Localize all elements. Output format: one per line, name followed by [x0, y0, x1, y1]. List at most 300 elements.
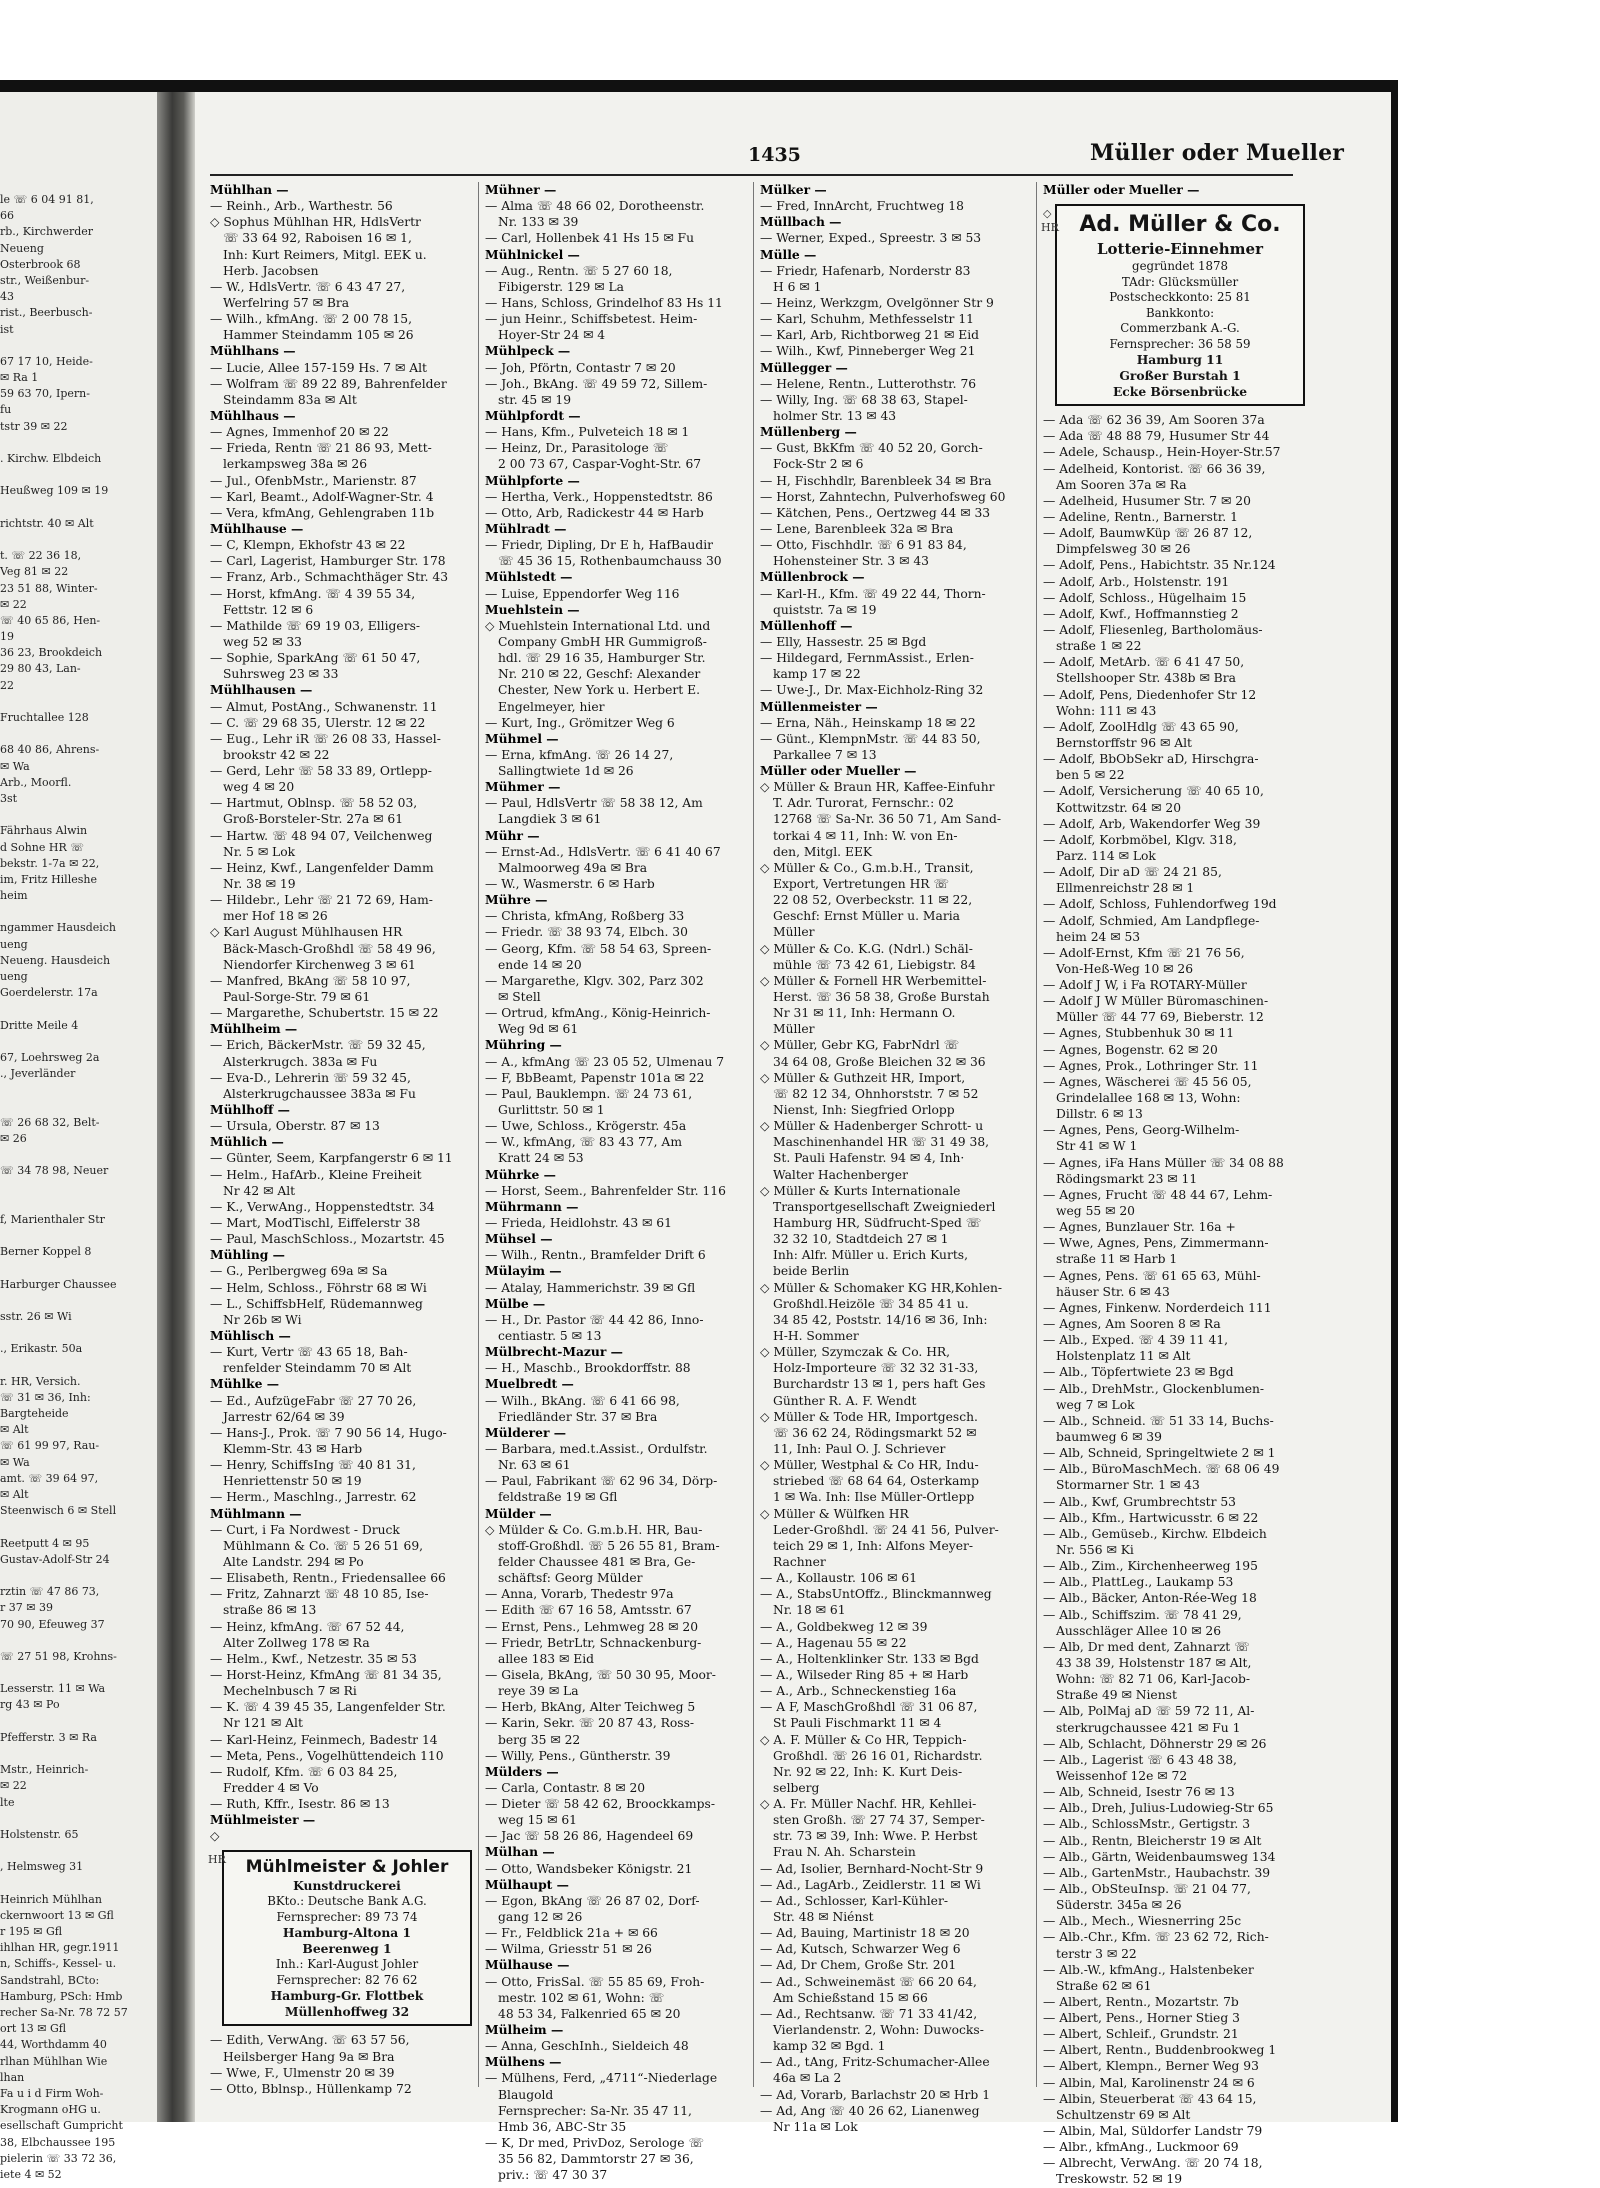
- directory-entry-line: — Kätchen, Pens., Oertzweg 44 ✉ 33: [760, 505, 991, 520]
- directory-entry-line: — Friedr, Dipling, Dr E h, HafBaudir: [485, 538, 714, 553]
- directory-entry-line: ◇: [210, 1829, 220, 1844]
- advertisement-line: Hamburg 11: [1136, 352, 1224, 368]
- directory-entry-line: — Joh., BkAng. ☏ 49 59 72, Sillem-: [485, 376, 708, 391]
- left-fragment-line: [0, 1001, 156, 1017]
- directory-entry-line: — Luise, Eppendorfer Weg 116: [485, 586, 680, 601]
- directory-entry-line: Dillstr. 6 ✉ 13: [1056, 1107, 1143, 1122]
- directory-entry-line: — H., Maschb., Brookdorffstr. 88: [485, 1361, 691, 1376]
- directory-entry-line: Wohn: ☏ 82 71 06, Karl-Jacob-: [1056, 1672, 1251, 1687]
- directory-entry-line: — Horst, Zahntechn, Pulverhofsweg 60: [760, 489, 1006, 504]
- directory-entry-line: — Karin, Sekr. ☏ 20 87 43, Ross-: [485, 1716, 695, 1731]
- left-fragment-line: 70 90, Efeuweg 37: [0, 1617, 105, 1631]
- surname-heading: Müllbach —: [760, 214, 842, 230]
- surname-heading: Müllenmeister —: [760, 698, 878, 714]
- left-fragment-line: [0, 1665, 156, 1681]
- directory-entry-line: — Wwe, Agnes, Pens, Zimmermann-: [1043, 1236, 1269, 1251]
- directory-entry-line: Großhdl. ☏ 26 16 01, Richardstr.: [773, 1748, 983, 1763]
- left-fragment-line: Berner Koppel 8: [0, 1245, 92, 1259]
- directory-entry-line: — Alb., Gärtn, Weidenbaumsweg 134: [1043, 1849, 1276, 1864]
- directory-entry-line: — Georg, Kfm. ☏ 58 54 63, Spreen-: [485, 941, 712, 956]
- directory-entry-line: torkai 4 ✉ 11, Inh: W. von En-: [773, 828, 958, 843]
- directory-entry-line: beide Berlin: [773, 1264, 850, 1279]
- directory-entry-line: — A., Kollaustr. 106 ✉ 61: [760, 1571, 918, 1586]
- directory-entry-line: — Agnes, Frucht ☏ 48 44 67, Lehm-: [1043, 1187, 1273, 1202]
- directory-entry-line: — Kurt, Vertr ☏ 43 65 18, Bah-: [210, 1345, 408, 1360]
- directory-entry-line: H-H. Sommer: [773, 1328, 859, 1343]
- left-fragment-line: t. ☏ 22 36 18,: [0, 549, 82, 563]
- directory-entry-line: Chester, New York u. Herbert E.: [498, 683, 701, 698]
- directory-entry-line: 48 53 34, Falkenried 65 ✉ 20: [498, 2006, 681, 2021]
- directory-entry-line: 32 32 10, Stadtdeich 27 ✉ 1: [773, 1232, 949, 1247]
- left-fragment-line: bekstr. 1-7a ✉ 22,: [0, 856, 100, 870]
- directory-entry-line: Blaugold: [498, 2087, 554, 2102]
- directory-entry-line: T. Adr. Turorat, Fernschr.: 02: [773, 796, 954, 811]
- column-divider: [478, 182, 479, 2087]
- directory-entry-line: Nr. 18 ✉ 61: [773, 1603, 846, 1618]
- directory-entry-line: — Adelheid, Husumer Str. 7 ✉ 20: [1043, 493, 1251, 508]
- directory-entry-line: 2 00 73 67, Caspar-Voght-Str. 67: [498, 457, 702, 472]
- directory-entry-line: — Adolf, ZoolHdlg ☏ 43 65 90,: [1043, 719, 1239, 734]
- directory-entry-line: Fredder 4 ✉ Vo: [223, 1780, 319, 1795]
- directory-entry-line: Ausschläger Allee 10 ✉ 26: [1056, 1623, 1222, 1638]
- directory-entry-line: Sallingtwiete 1d ✉ 26: [498, 764, 634, 779]
- directory-entry-line: weg 7 ✉ Lok: [1056, 1397, 1135, 1412]
- directory-entry-line: — Albert, Rentn., Buddenbrookweg 1: [1043, 2043, 1277, 2058]
- surname-heading: Mülker —: [760, 182, 827, 197]
- advertisement-line: gegründet 1878: [1132, 259, 1228, 274]
- left-fragment-line: ist: [0, 322, 14, 336]
- left-fragment-line: ckernwoort 13 ✉ Gfl: [0, 1908, 114, 1922]
- surname-heading: Mühlhausen —: [210, 682, 313, 698]
- directory-entry-line: — Hildegard, FernmAssist., Erlen-: [760, 651, 974, 666]
- directory-entry-line: Rachner: [773, 1554, 826, 1569]
- left-fragment-line: Arb., Moorfl.: [0, 775, 72, 789]
- left-fragment-line: le ☏ 6 04 91 81,: [0, 193, 94, 206]
- directory-entry-line: Hammer Steindamm 105 ✉ 26: [223, 328, 414, 343]
- left-fragment-line: ., Erikastr. 50a: [0, 1342, 83, 1356]
- left-fragment-line: [0, 435, 156, 451]
- left-fragment-line: rztin ☏ 47 86 73,: [0, 1585, 100, 1599]
- advertisement-line: BKto.: Deutsche Bank A.G.: [267, 1894, 427, 1909]
- column-1: [208, 182, 472, 2096]
- directory-entry-line: — Karl-H., Kfm. ☏ 49 22 44, Thorn-: [760, 586, 986, 601]
- directory-entry-line: Geschf: Ernst Müller u. Maria: [773, 909, 960, 924]
- directory-entry-line: ◇ Müller, Westphal & Co HR, Indu-: [760, 1458, 979, 1473]
- left-fragment-line: iete 4 ✉ 52: [0, 2167, 62, 2181]
- directory-entry-line: — Reinh., Arb., Warthestr. 56: [210, 199, 393, 214]
- directory-entry-line: — A., Arb., Schneckenstieg 16a: [760, 1684, 957, 1699]
- directory-entry-line: — Albin, Mal, Süldorfer Landstr 79: [1043, 2124, 1263, 2139]
- left-fragment-line: [0, 1746, 156, 1762]
- directory-entry-line: — Paul, MaschSchloss., Mozartstr. 45: [210, 1232, 445, 1247]
- directory-entry-line: — Günt., KlempnMstr. ☏ 44 83 50,: [760, 731, 981, 746]
- directory-entry-line: Straße 49 ✉ Nienst: [1056, 1688, 1177, 1703]
- directory-entry-line: selberg: [773, 1780, 820, 1795]
- directory-entry-line: — Alb, Schlacht, Döhnerstr 29 ✉ 26: [1043, 1736, 1267, 1751]
- directory-entry-line: Suhrsweg 23 ✉ 33: [223, 667, 339, 682]
- advertisement-line: Ecke Börsenbrücke: [1112, 384, 1248, 400]
- directory-entry-line: — Anna, GeschInh., Sieldeich 48: [485, 2039, 689, 2054]
- directory-entry-line: — Otto, FrisSal. ☏ 55 85 69, Froh-: [485, 1974, 705, 1989]
- left-fragment-line: 67 17 10, Heide-: [0, 354, 93, 368]
- directory-entry-line: priv.: ☏ 47 30 37: [498, 2168, 608, 2183]
- directory-entry-line: Süderstr. 345a ✉ 26: [1056, 1898, 1182, 1913]
- surname-heading: Mühlhan —: [210, 182, 289, 197]
- surname-heading: Mühlke —: [210, 1376, 280, 1392]
- left-fragment-line: 19: [0, 630, 14, 644]
- directory-entry-line: Herb. Jacobsen: [223, 263, 319, 278]
- directory-entry-line: — Rudolf, Kfm. ☏ 6 03 84 25,: [210, 1764, 398, 1779]
- directory-entry-line: — Erna, Näh., Heinskamp 18 ✉ 22: [760, 715, 976, 730]
- directory-entry-line: — Heinz, Werkzgm, Ovelgönner Str 9: [760, 295, 994, 310]
- surname-heading: Mülderer —: [485, 1424, 567, 1440]
- directory-entry-line: — Ad, Kutsch, Schwarzer Weg 6: [760, 1942, 961, 1957]
- left-fragment-line: richtstr. 40 ✉ Alt: [0, 516, 94, 530]
- directory-entry-line: Fettstr. 12 ✉ 6: [223, 602, 314, 617]
- surname-heading: Mülders —: [485, 1763, 559, 1779]
- directory-entry-line: Company GmbH HR Gummigroß-: [498, 634, 707, 649]
- left-fragment-line: 59 63 70, Ipern-: [0, 387, 90, 401]
- directory-entry-line: — A., Hagenau 55 ✉ 22: [760, 1635, 907, 1650]
- directory-entry-line: — Wilh., Kwf, Pinneberger Weg 21: [760, 344, 976, 359]
- directory-entry-line: ☏ 36 62 24, Rödingsmarkt 52 ✉: [773, 1425, 977, 1440]
- directory-entry-line: Werfelring 57 ✉ Bra: [223, 295, 350, 310]
- directory-entry-line: — Anna, Vorarb, Thedestr 97a: [485, 1587, 674, 1602]
- surname-heading: Muehlstein —: [485, 601, 580, 617]
- directory-entry-line: — Alb., Schiffszim. ☏ 78 41 29,: [1043, 1607, 1242, 1622]
- directory-entry-line: — Fritz, Zahnarzt ☏ 48 10 85, Ise-: [210, 1587, 429, 1602]
- directory-entry-line: — Horst, Seem., Bahrenfelder Str. 116: [485, 1183, 726, 1198]
- left-fragment-line: str., Weißenbur-: [0, 273, 90, 287]
- directory-entry-line: Kratt 24 ✉ 53: [498, 1151, 584, 1166]
- directory-entry-line: — Eug., Lehr iR ☏ 26 08 33, Hassel-: [210, 731, 441, 746]
- left-fragment-line: Veg 81 ✉ 22: [0, 565, 69, 579]
- directory-entry-line: — C. ☏ 29 68 35, Ulerstr. 12 ✉ 22: [210, 715, 426, 730]
- directory-entry-line: — Alb., Mech., Wiesnerring 25c: [1043, 1914, 1242, 1929]
- surname-heading: Mühlmann —: [210, 1505, 302, 1521]
- directory-entry-line: mer Hof 18 ✉ 26: [223, 909, 328, 924]
- surname-heading: Mühner —: [485, 182, 557, 197]
- directory-entry-line: — Ad., LagArb., Zeidlerstr. 11 ✉ Wi: [760, 1877, 981, 1892]
- directory-entry-line: — Kurt, Ing., Grömitzer Weg 6: [485, 715, 675, 730]
- surname-heading: Mülhens —: [485, 2054, 562, 2070]
- directory-entry-line: — Fr., Feldblick 21a + ✉ 66: [485, 1926, 658, 1941]
- directory-entry-line: Paul-Sorge-Str. 79 ✉ 61: [223, 990, 371, 1005]
- directory-entry-line: Nr. 63 ✉ 61: [498, 1458, 571, 1473]
- directory-entry-line: — Albert, Pens., Horner Stieg 3: [1043, 2011, 1240, 2026]
- column-4: [1041, 182, 1305, 2187]
- left-fragment-line: [0, 1147, 156, 1163]
- left-fragment-line: Dritte Meile 4: [0, 1018, 79, 1032]
- directory-entry-line: 22 08 52, Overbeckstr. 11 ✉ 22,: [773, 893, 973, 908]
- directory-entry-line: — Alma ☏ 48 66 02, Dorotheenstr.: [485, 199, 705, 214]
- left-fragment-line: [0, 1811, 156, 1827]
- directory-entry-line: — Horst-Heinz, KfmAng ☏ 81 34 35,: [210, 1667, 442, 1682]
- left-fragment-line: [0, 1179, 156, 1195]
- directory-entry-line: — Uwe, Schloss., Krögerstr. 45a: [485, 1119, 687, 1134]
- surname-heading: Mühlhoff —: [210, 1102, 290, 1118]
- directory-entry-line: — Adolf, MetArb. ☏ 6 41 47 50,: [1043, 655, 1245, 670]
- directory-entry-line: Dimpfelsweg 30 ✉ 26: [1056, 542, 1191, 557]
- directory-entry-line: — K. ☏ 4 39 45 35, Langenfelder Str.: [210, 1700, 446, 1715]
- surname-heading: Mühlhause —: [210, 520, 304, 536]
- left-fragment-line: ✉ 22: [0, 1779, 27, 1793]
- left-fragment-line: Harburger Chaussee: [0, 1277, 117, 1291]
- directory-entry-line: ◇ Müller & Schomaker KG HR,Kohlen-: [760, 1280, 1003, 1295]
- directory-entry-line: — Dieter ☏ 58 42 62, Broockkamps-: [485, 1797, 715, 1812]
- directory-entry-line: stoff-Großhdl. ☏ 5 26 55 81, Bram-: [498, 1538, 720, 1553]
- directory-entry-line: — Uwe-J., Dr. Max-Eichholz-Ring 32: [760, 683, 984, 698]
- directory-entry-line: ◇ Müller, Szymczak & Co. HR,: [760, 1345, 951, 1360]
- left-fragment-line: ✉ Wa: [0, 1455, 30, 1469]
- directory-entry-line: straße 86 ✉ 13: [223, 1603, 317, 1618]
- directory-entry-line: — Heinz, kfmAng. ☏ 67 52 44,: [210, 1619, 405, 1634]
- directory-entry-line: — Lene, Barenbleek 32a ✉ Bra: [760, 521, 954, 536]
- directory-entry-line: — H., Dr. Pastor ☏ 44 42 86, Inno-: [485, 1312, 704, 1327]
- directory-entry-line: — Ad, Ang ☏ 40 26 62, Lianenweg: [760, 2103, 980, 2118]
- directory-entry-line: str. 73 ✉ 39, Inh: Wwe. P. Herbst: [773, 1829, 978, 1844]
- directory-entry-line: — Manfred, BkAng ☏ 58 10 97,: [210, 973, 411, 988]
- directory-entry-line: H 6 ✉ 1: [773, 279, 822, 294]
- directory-entry-line: — Adolf-Ernst, Kfm ☏ 21 76 56,: [1043, 945, 1245, 960]
- directory-entry-line: — Wolfram ☏ 89 22 89, Bahrenfelder: [210, 376, 447, 391]
- surname-heading: Mühlnickel —: [485, 246, 580, 262]
- directory-entry-line: Weissenhof 12e ✉ 72: [1056, 1768, 1188, 1783]
- directory-entry-line: — Otto, Arb, Radickestr 44 ✉ Harb: [485, 505, 704, 520]
- directory-entry-line: — Atalay, Hammerichstr. 39 ✉ Gfl: [485, 1280, 696, 1295]
- directory-entry-line: Parkallee 7 ✉ 13: [773, 747, 877, 762]
- left-fragment-line: 29 80 43, Lan-: [0, 662, 81, 676]
- directory-entry-line: Am Sooren 37a ✉ Ra: [1056, 477, 1187, 492]
- surname-heading: Mührke —: [485, 1166, 556, 1182]
- diamond-icon: ◇: [1043, 207, 1052, 221]
- directory-entry-line: Hohensteiner Str. 3 ✉ 43: [773, 554, 929, 569]
- advertisement-line: Beerenweg 1: [302, 1941, 392, 1957]
- left-fragment-line: pielerin ☏ 33 72 36,: [0, 2151, 117, 2165]
- left-fragment-line: Pfefferstr. 3 ✉ Ra: [0, 1730, 97, 1744]
- directory-entry-line: — Egon, BkAng ☏ 26 87 02, Dorf-: [485, 1893, 700, 1908]
- left-fragment-line: Goerdelerstr. 17a: [0, 986, 98, 1000]
- directory-entry-line: — Alb., Töpfertwiete 23 ✉ Bgd: [1043, 1365, 1234, 1380]
- directory-entry-line: Heilsberger Hang 9a ✉ Bra: [223, 2049, 395, 2064]
- advertisement-line: Postscheckkonto: 25 81: [1109, 290, 1251, 305]
- advertisement-box: [1041, 204, 1305, 406]
- surname-heading: Müller oder Mueller —: [1043, 182, 1200, 197]
- directory-entry-line: gang 12 ✉ 26: [498, 1910, 583, 1925]
- directory-entry-line: Klemm-Str. 43 ✉ Harb: [223, 1441, 363, 1456]
- surname-heading: Mühmel —: [485, 730, 559, 746]
- left-fragment-line: [0, 726, 156, 742]
- directory-entry-line: — Gust, BkKfm ☏ 40 52 20, Gorch-: [760, 441, 983, 456]
- directory-entry-line: — Joh, Pförtn, Contastr 7 ✉ 20: [485, 360, 676, 375]
- surname-heading: Muelbredt —: [485, 1376, 574, 1392]
- directory-entry-line: — Ad., tAng, Fritz-Schumacher-Allee: [760, 2055, 990, 2070]
- directory-entry-line: — Hans-J., Prok. ☏ 7 90 56 14, Hugo-: [210, 1425, 447, 1440]
- directory-entry-line: — H, Fischhdlr, Barenbleek 34 ✉ Bra: [760, 473, 992, 488]
- directory-entry-line: — Edith ☏ 67 16 58, Amtsstr. 67: [485, 1603, 692, 1618]
- surname-heading: Mühring —: [485, 1037, 562, 1053]
- advertisement-line: Bankkonto:: [1145, 305, 1215, 320]
- directory-entry-line: ☏ 45 36 15, Rothenbaumchauss 30: [498, 554, 722, 569]
- advertisement-line: Müllenhoffweg 32: [284, 2004, 410, 2020]
- directory-entry-line: — Helm., Kwf., Netzestr. 35 ✉ 53: [210, 1651, 417, 1666]
- left-fragment-line: d Sohne HR ☏: [0, 840, 84, 854]
- directory-entry-line: — Adolf, Fliesenleg, Bartholomäus-: [1043, 622, 1263, 637]
- left-fragment-line: [0, 1293, 156, 1309]
- directory-entry-line: Alsterkrugch. 383a ✉ Fu: [223, 1054, 378, 1069]
- directory-entry-line: — Otto, Wandsbeker Königstr. 21: [485, 1861, 693, 1876]
- directory-entry-line: teich 29 ✉ 1, Inh: Alfons Meyer-: [773, 1538, 974, 1553]
- directory-entry-line: ◇ Müller & Kurts Internationale: [760, 1183, 961, 1198]
- directory-entry-line: — Frieda, Rentn ☏ 21 86 93, Mett-: [210, 441, 432, 456]
- directory-entry-line: — Alb., DrehMstr., Glockenblumen-: [1043, 1381, 1265, 1396]
- directory-entry-line: Friedländer Str. 37 ✉ Bra: [498, 1409, 658, 1424]
- advertisement-line: Fernsprecher: 82 76 62: [276, 1972, 418, 1987]
- left-fragment-line: [0, 694, 156, 710]
- directory-entry-line: — Alb., ObSteuInsp. ☏ 21 04 77,: [1043, 1881, 1251, 1896]
- directory-entry-line: — Adeline, Rentn., Barnerstr. 1: [1043, 509, 1238, 524]
- directory-entry-line: — Sophie, SparkAng ☏ 61 50 47,: [210, 651, 421, 666]
- directory-entry-line: 12768 ☏ Sa-Nr. 36 50 71, Am Sand-: [773, 812, 1002, 827]
- directory-entry-line: — Gerd, Lehr ☏ 58 33 89, Ortlepp-: [210, 764, 432, 779]
- directory-entry-line: allee 183 ✉ Eid: [498, 1651, 595, 1666]
- directory-entry-line: — Otto, Fischhdlr. ☏ 6 91 83 84,: [760, 538, 967, 553]
- left-fragment-line: Holstenstr. 65: [0, 1827, 79, 1841]
- directory-entry-line: Straße 62 ✉ 61: [1056, 1978, 1152, 1993]
- directory-entry-line: striebed ☏ 68 64 64, Osterkamp: [773, 1474, 979, 1489]
- left-fragment-line: 38, Elbchaussee 195: [0, 2135, 116, 2149]
- left-fragment-line: 67, Loehrsweg 2a: [0, 1050, 100, 1064]
- directory-entry-line: 1 ✉ Wa. Inh: Ilse Müller-Ortlepp: [773, 1490, 975, 1505]
- directory-entry-line: reye 39 ✉ La: [498, 1684, 579, 1699]
- surname-heading: Mülhaupt —: [485, 1876, 569, 1892]
- directory-entry-line: Alsterkrugchaussee 383a ✉ Fu: [223, 1086, 416, 1101]
- directory-entry-line: — Alb., Zim., Kirchenheerweg 195: [1043, 1559, 1258, 1574]
- left-fragment-line: ihlhan HR, gegr.1911: [0, 1941, 120, 1955]
- directory-entry-line: felder Chaussee 481 ✉ Bra, Ge-: [498, 1554, 696, 1569]
- directory-entry-line: ende 14 ✉ 20: [498, 957, 582, 972]
- left-fragment-line: r. HR, Versich.: [0, 1374, 81, 1388]
- hr-register-mark: HR: [208, 1853, 226, 1867]
- directory-entry-line: berg 35 ✉ 22: [498, 1732, 581, 1747]
- directory-entry-line: — Jul., OfenbMstr., Marienstr. 87: [210, 473, 417, 488]
- directory-entry-line: Fibigerstr. 129 ✉ La: [498, 279, 624, 294]
- directory-entry-line: — Adolf, Pens, Diedenhofer Str 12: [1043, 687, 1257, 702]
- directory-entry-line: holmer Str. 13 ✉ 43: [773, 408, 897, 423]
- left-fragment-line: fu: [0, 403, 12, 417]
- left-fragment-line: 44, Worthdamm 40: [0, 2038, 107, 2052]
- directory-entry-line: — Elly, Hassestr. 25 ✉ Bgd: [760, 634, 927, 649]
- directory-entry-line: Niendorfer Kirchenweg 3 ✉ 61: [223, 957, 416, 972]
- directory-entry-line: ✉ Stell: [498, 990, 541, 1005]
- directory-entry-line: — Adolf, Kwf., Hoffmannstieg 2: [1043, 606, 1239, 621]
- left-fragment-line: [0, 1228, 156, 1244]
- directory-entry-line: ◇ Sophus Mühlhan HR, HdlsVertr: [210, 215, 421, 230]
- running-head: Müller oder Mueller: [1090, 140, 1345, 166]
- surname-heading: Mühre —: [485, 892, 548, 908]
- directory-entry-line: — Adolf, Schloss, Fuhlendorfweg 19d: [1043, 897, 1277, 912]
- directory-entry-line: ◇ Müller, Gebr KG, FabrNdrl ☏: [760, 1038, 960, 1053]
- directory-entry-line: ◇ Müller & Fornell HR Werbemittel-: [760, 973, 987, 988]
- directory-entry-line: — Otto, Bblnsp., Hüllenkamp 72: [210, 2081, 412, 2096]
- advertisement-line: Hamburg-Altona 1: [282, 1925, 412, 1941]
- directory-entry-line: — Hertha, Verk., Hoppenstedtstr. 86: [485, 489, 713, 504]
- left-fragment-line: rg 43 ✉ Po: [0, 1698, 60, 1712]
- directory-entry-line: Engelmeyer, hier: [498, 699, 605, 714]
- directory-entry-line: — Curt, i Fa Nordwest - Druck: [210, 1522, 400, 1537]
- directory-entry-line: Müller ☏ 44 77 69, Bieberstr. 12: [1056, 1010, 1264, 1025]
- directory-entry-line: — Agnes, Immenhof 20 ✉ 22: [210, 425, 389, 440]
- directory-entry-line: — A., Goldbekweg 12 ✉ 39: [760, 1619, 928, 1634]
- advertisement-line: Inh.: Karl-August Johler: [275, 1957, 419, 1972]
- directory-entry-line: — Alb., Schneid. ☏ 51 33 14, Buchs-: [1043, 1413, 1274, 1428]
- left-fragment-line: [0, 1876, 156, 1892]
- left-fragment-line: heim: [0, 889, 28, 903]
- advertisement-title: Ad. Müller & Co.: [1079, 212, 1281, 238]
- directory-entry-line: — Helm., HafArb., Kleine Freiheit: [210, 1167, 422, 1182]
- directory-entry-line: — Almut, PostAng., Schwanenstr. 11: [210, 699, 438, 714]
- directory-entry-line: 34 85 42, Poststr. 14/16 ✉ 36, Inh:: [773, 1312, 988, 1327]
- directory-entry-line: Alte Landstr. 294 ✉ Po: [223, 1554, 364, 1569]
- surname-heading: Mühlhaus —: [210, 407, 296, 423]
- directory-entry-line: Holz-Importeure ☏ 32 32 31-33,: [773, 1361, 979, 1376]
- surname-heading: Mühlradt —: [485, 520, 567, 536]
- surname-heading: Mühlstedt —: [485, 569, 573, 585]
- directory-entry-line: Nienst, Inh: Siegfried Orlopp: [773, 1103, 955, 1118]
- surname-heading: Mülheim —: [485, 2022, 564, 2038]
- left-fragment-line: Sandstrahl, BCto:: [0, 1973, 100, 1987]
- left-fragment-line: 68 40 86, Ahrens-: [0, 743, 100, 757]
- surname-heading: Mühling —: [210, 1247, 285, 1263]
- directory-entry-line: mühle ☏ 73 42 61, Liebigstr. 84: [773, 957, 976, 972]
- left-fragment-line: ✉ Alt: [0, 1488, 29, 1501]
- directory-entry-line: — Agnes, iFa Hans Müller ☏ 34 08 88: [1043, 1155, 1284, 1170]
- directory-entry-line: Fernsprecher: Sa-Nr. 35 47 11,: [498, 2103, 692, 2118]
- directory-entry-line: — Alb, Schneid, Isestr 76 ✉ 13: [1043, 1785, 1235, 1800]
- left-fragment-line: Hamburg, PSch: Hmb: [0, 1989, 123, 2003]
- directory-entry-line: den, Mitgl. EEK: [773, 844, 873, 859]
- surname-heading: Müllenberg —: [760, 424, 857, 440]
- directory-entry-line: Langdiek 3 ✉ 61: [498, 812, 602, 827]
- surname-heading: Mülayim —: [485, 1263, 562, 1279]
- directory-entry-line: ◇ Müller & Wülfken HR: [760, 1506, 909, 1521]
- directory-entry-line: Treskowstr. 52 ✉ 19: [1056, 2172, 1183, 2187]
- directory-entry-line: — Ad., Schlosser, Karl-Kühler-: [760, 1893, 948, 1908]
- directory-entry-line: — Adolf, Pens., Habichtstr. 35 Nr.124: [1043, 558, 1276, 573]
- directory-entry-line: Steindamm 83a ✉ Alt: [223, 392, 357, 407]
- left-fragment-line: ☏ 31 ✉ 36, Inh:: [0, 1390, 91, 1404]
- directory-entry-line: Nr. 38 ✉ 19: [223, 877, 296, 892]
- directory-entry-line: weg 52 ✉ 33: [223, 634, 302, 649]
- directory-entry-line: — Ad, Vorarb, Barlachstr 20 ✉ Hrb 1: [760, 2087, 991, 2102]
- directory-entry-line: Nr. 92 ✉ 22, Inh: K. Kurt Deis-: [773, 1764, 963, 1779]
- directory-entry-line: — Hartmut, Oblnsp. ☏ 58 52 03,: [210, 796, 418, 811]
- directory-entry-line: Walter Hachenberger: [773, 1167, 908, 1182]
- directory-entry-line: — G., Perlbergweg 69a ✉ Sa: [210, 1264, 388, 1279]
- directory-entry-line: — Adolf, BaumwKüp ☏ 26 87 12,: [1043, 526, 1253, 541]
- directory-entry-line: — Albert, Klempn., Berner Weg 93: [1043, 2059, 1259, 2074]
- directory-entry-line: — Alb, PolMaj aD ☏ 59 72 11, Al-: [1043, 1704, 1255, 1719]
- advertisement-line: Commerzbank A.-G.: [1120, 321, 1240, 336]
- directory-entry-line: Nr 121 ✉ Alt: [223, 1716, 303, 1731]
- directory-entry-line: — Alb., GartenMstr., Haubachstr. 39: [1043, 1865, 1271, 1880]
- directory-entry-line: — Adolf J W, i Fa ROTARY-Müller: [1043, 978, 1247, 993]
- directory-entry-line: — W., kfmAng, ☏ 83 43 77, Am: [485, 1135, 682, 1150]
- directory-entry-line: weg 55 ✉ 20: [1056, 1204, 1135, 1219]
- directory-entry-line: — Alb, Dr med dent, Zahnarzt ☏: [1043, 1639, 1250, 1654]
- directory-entry-line: Bäck-Masch-Großhdl ☏ 58 49 96,: [223, 941, 436, 956]
- surname-heading: Mühlpfordt —: [485, 407, 581, 423]
